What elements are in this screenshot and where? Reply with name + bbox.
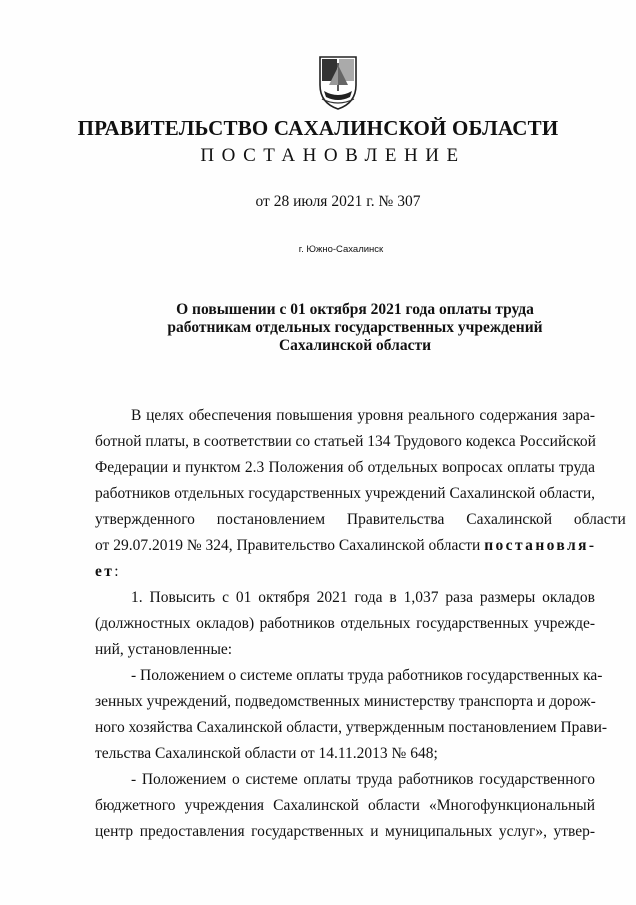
text-line: - Положением о системе оплаты труда работников государственного — [131, 771, 595, 788]
text-line: (должностных окладов) работников отдельных государственных учрежде- — [95, 615, 595, 632]
resolution-word: постановля- — [484, 537, 597, 554]
text-line: 1. Повысить с 01 октября 2021 года в 1,037 раза размеры окладов — [131, 589, 595, 606]
text-fragment: от 29.07.2019 № 324, Правительство Сахалинской области — [95, 537, 485, 554]
text-line: зенных учреждений, подведомственных министерству транспорта и дорож- — [95, 693, 596, 710]
resolution-word-end: ет — [95, 563, 115, 580]
text-line: утвержденного постановлением Правительства Сахалинской области — [95, 511, 626, 528]
body-text — [95, 403, 626, 845]
subject-line: О повышении с 01 октября 2021 года оплаты труда — [176, 301, 534, 318]
government-title: ПРАВИТЕЛЬСТВО САХАЛИНСКОЙ ОБЛАСТИ — [77, 116, 559, 140]
text-line — [95, 559, 595, 585]
text-line: бюджетного учреждения Сахалинской области «Многофункциональный — [95, 797, 595, 814]
text-line: тельства Сахалинской области от 14.11.2013 № 648; — [95, 745, 438, 762]
city-name: г. Южно-Сахалинск — [298, 244, 384, 255]
subject-line: работникам отдельных государственных учреждений — [167, 319, 543, 336]
text-line: ботной платы, в соответствии со статьей 134 Трудового кодекса Российской — [95, 433, 596, 450]
text-line: работников отдельных государственных учреждений Сахалинской области, — [95, 485, 595, 502]
text-line: ний, установленные: — [95, 641, 233, 658]
text-line: Федерации и пунктом 2.3 Положения об отдельных вопросах оплаты труда — [95, 459, 595, 476]
text-line: ного хозяйства Сахалинской области, утвержденным постановлением Прави- — [95, 719, 608, 736]
document-type: ПОСТАНОВЛЕНИЕ — [200, 145, 466, 166]
text-line: - Положением о системе оплаты труда работников государственных ка- — [131, 667, 603, 684]
text-line: центр предоставления государственных и муниципальных услуг», утвер- — [95, 823, 595, 840]
date-and-number: от 28 июля 2021 г. № 307 — [255, 193, 421, 210]
text-fragment: : — [114, 563, 119, 580]
subject-line: Сахалинской области — [278, 337, 432, 354]
text-line — [95, 533, 595, 559]
text-line: В целях обеспечения повышения уровня реального содержания зара- — [131, 407, 595, 424]
coat-of-arms-emblem — [318, 55, 358, 111]
document-subject — [120, 301, 590, 355]
